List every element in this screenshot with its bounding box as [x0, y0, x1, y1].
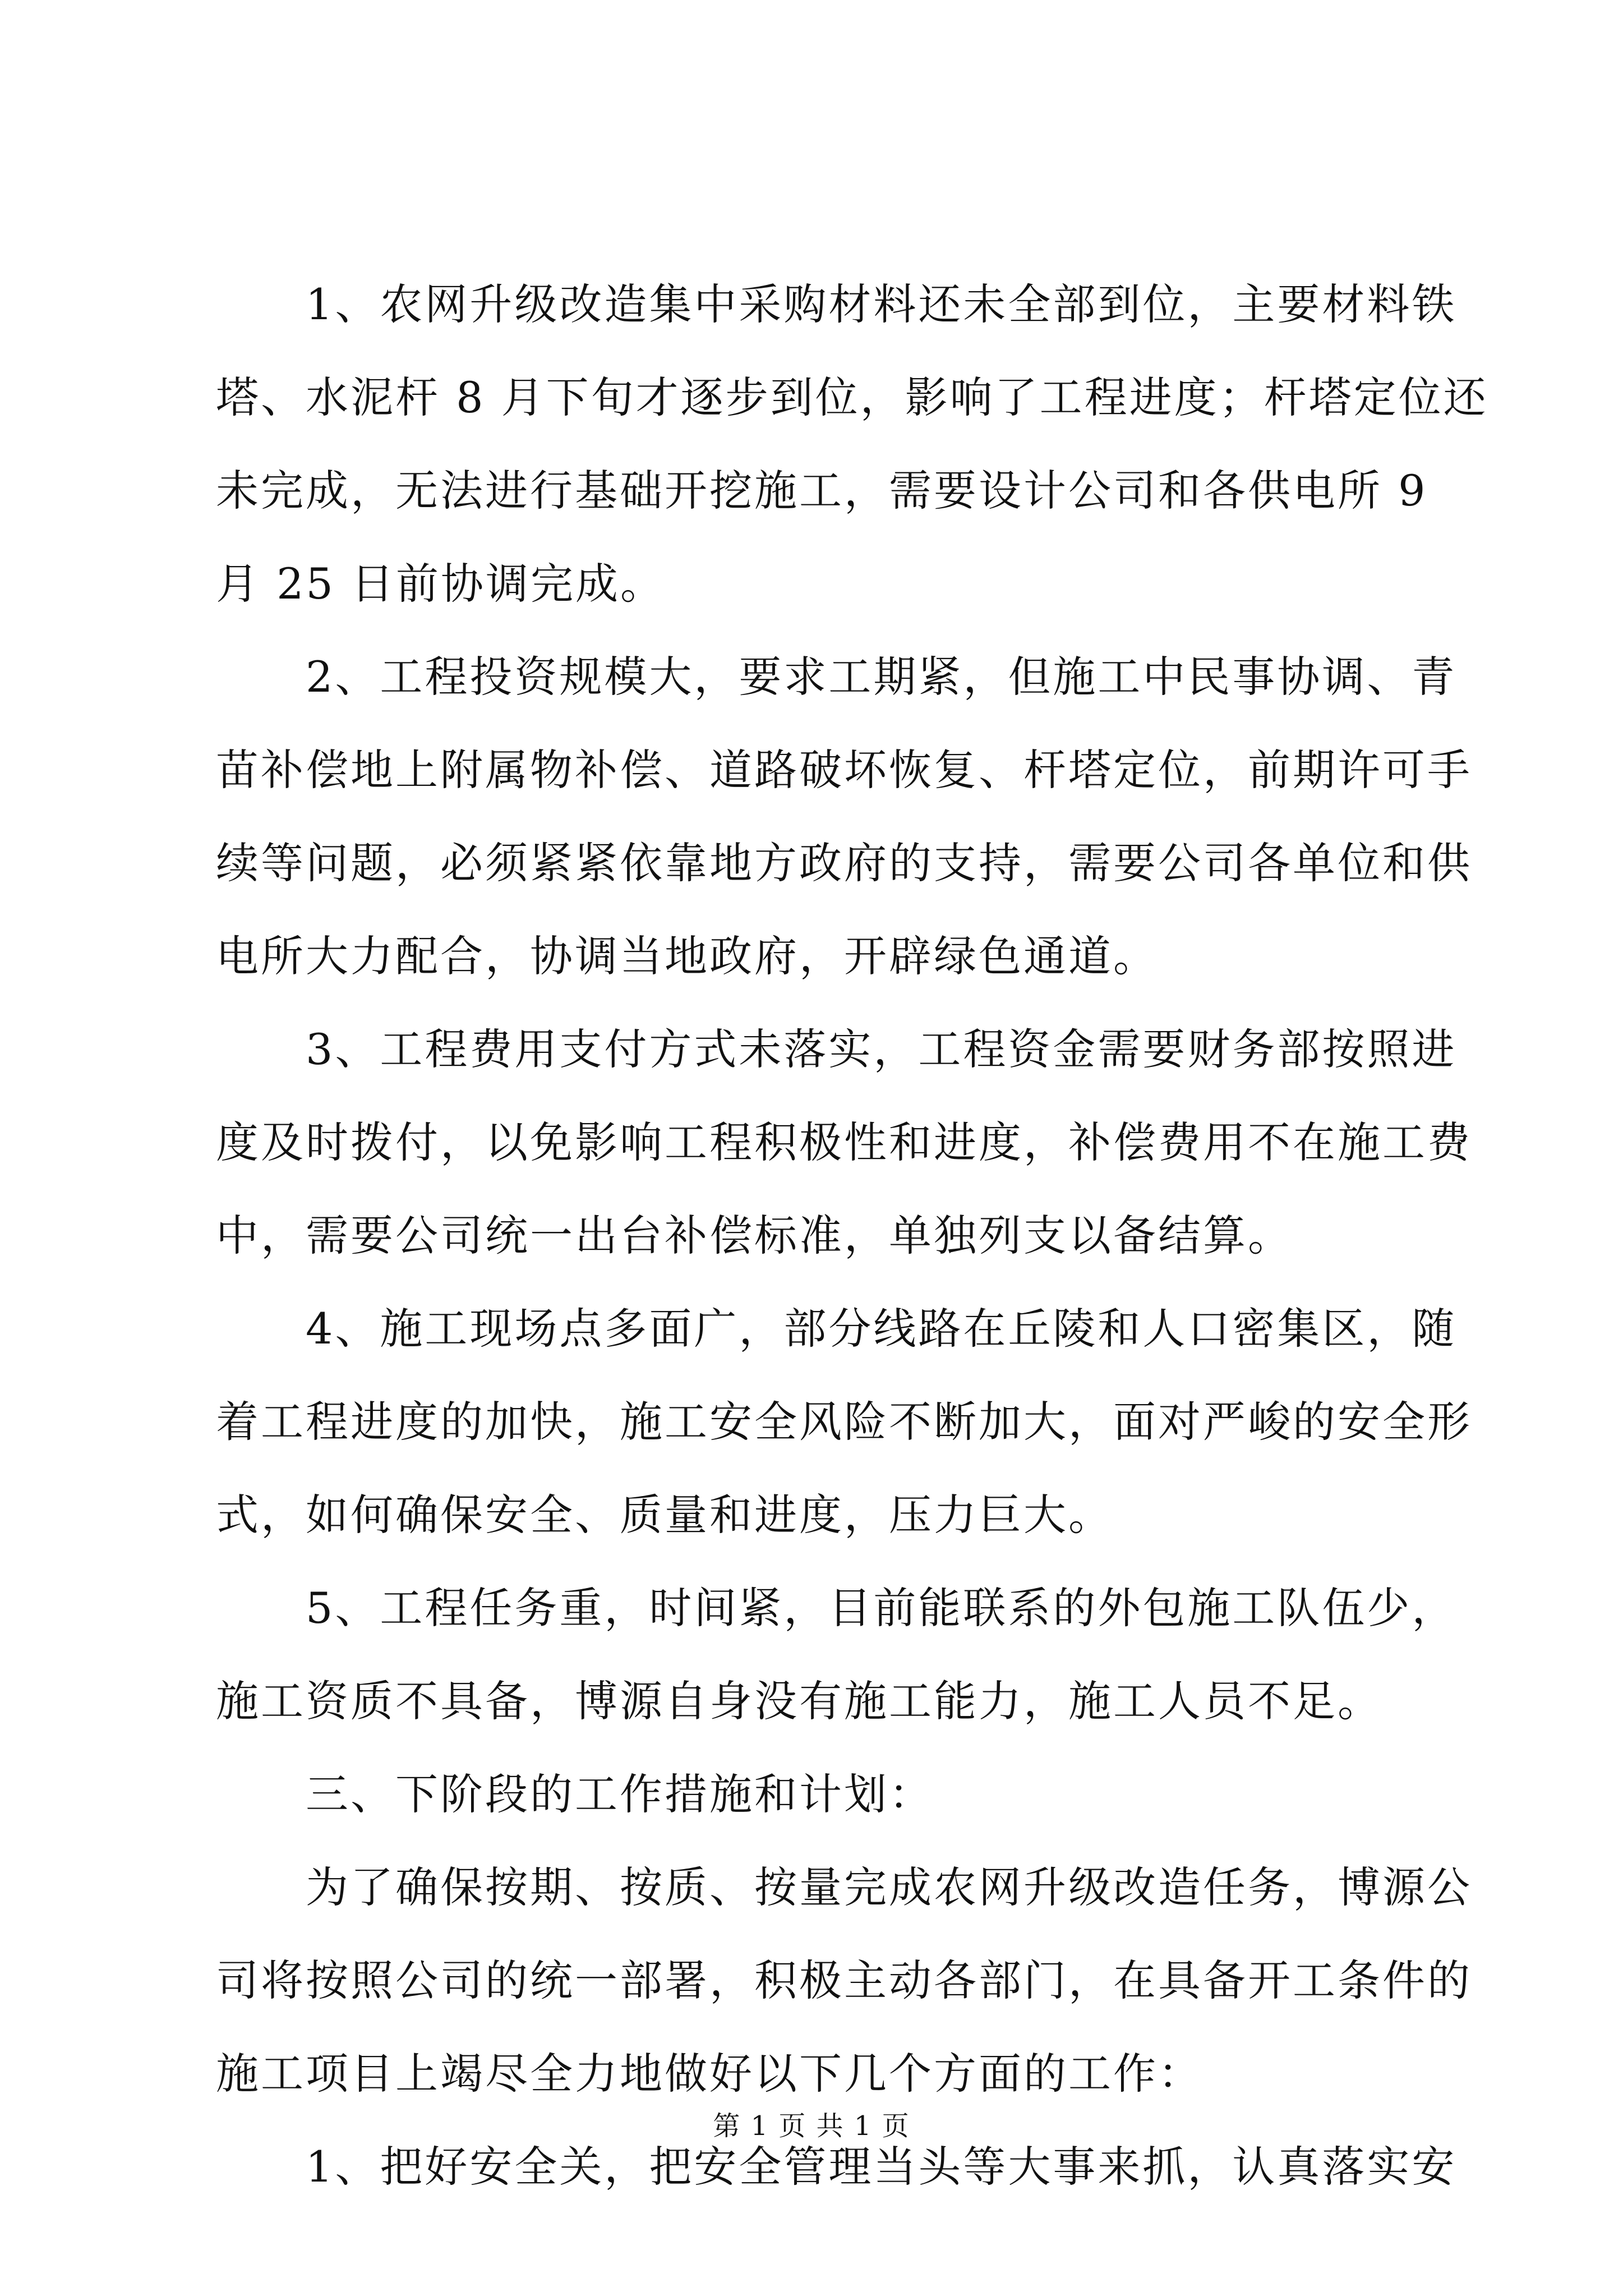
text-line: 塔、水泥杆 8 月下旬才逐步到位，影响了工程进度；杆塔定位还 — [216, 372, 1488, 422]
section-heading: 三、下阶段的工作措施和计划： — [216, 1769, 934, 1819]
text-line: 4、施工现场点多面广，部分线路在丘陵和人口密集区，随 — [216, 1304, 1457, 1354]
text-line: 中，需要公司统一出台补偿标准，单独列支以备结算。 — [216, 1211, 1293, 1260]
text-line: 司将按照公司的统一部署，积极主动各部门，在具备开工条件的 — [216, 1955, 1472, 2005]
text-line: 未完成，无法进行基础开挖施工，需要设计公司和各供电所 9 — [216, 466, 1428, 516]
text-line: 3、工程费用支付方式未落实，工程资金需要财务部按照进 — [216, 1024, 1457, 1074]
text-line: 为了确保按期、按质、按量完成农网升级改造任务，博源公 — [216, 1862, 1472, 1912]
text-line: 苗补偿地上附属物补偿、道路破坏恢复、杆塔定位，前期许可手 — [216, 745, 1472, 795]
document-body — [216, 258, 1488, 2214]
text-line: 施工项目上竭尽全力地做好以下几个方面的工作： — [216, 2049, 1203, 2099]
text-line: 电所大力配合，协调当地政府，开辟绿色通道。 — [216, 931, 1158, 981]
page-footer: 第 1 页 共 1 页 — [713, 2110, 910, 2142]
text-line: 续等问题，必须紧紧依靠地方政府的支持，需要公司各单位和供 — [216, 838, 1472, 888]
text-line: 1、农网升级改造集中采购材料还未全部到位，主要材料铁 — [216, 279, 1457, 329]
text-line: 着工程进度的加快，施工安全风险不断加大，面对严峻的安全形 — [216, 1397, 1472, 1447]
text-line: 式，如何确保安全、质量和进度，压力巨大。 — [216, 1490, 1113, 1540]
text-line: 5、工程任务重，时间紧，目前能联系的外包施工队伍少， — [216, 1583, 1457, 1633]
text-line: 2、工程投资规模大，要求工期紧，但施工中民事协调、青 — [216, 652, 1457, 702]
text-line: 1、把好安全关，把安全管理当头等大事来抓，认真落实安 — [216, 2142, 1457, 2192]
text-line: 施工资质不具备，博源自身没有施工能力，施工人员不足。 — [216, 1676, 1382, 1726]
text-line: 月 25 日前协调完成。 — [216, 559, 666, 609]
text-line: 度及时拨付，以免影响工程积极性和进度，补偿费用不在施工费 — [216, 1117, 1472, 1167]
